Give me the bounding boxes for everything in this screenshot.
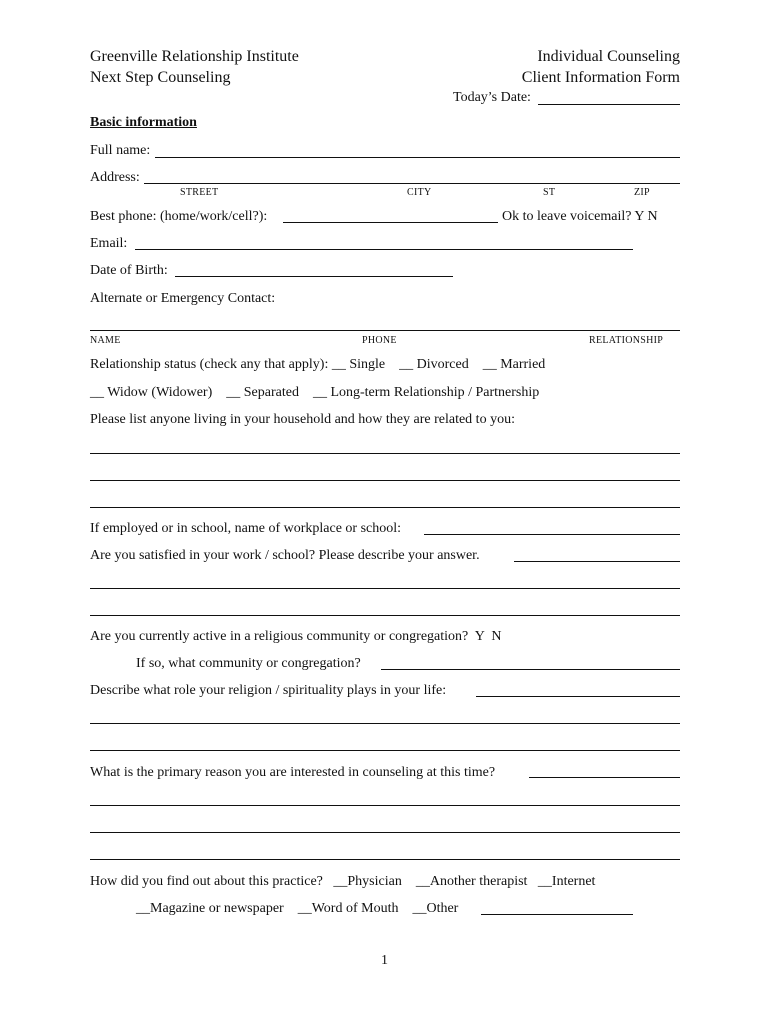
primary-reason-field[interactable] — [529, 777, 680, 778]
relationship-status-options-2[interactable]: __ Widow (Widower) __ Separated __ Long-term Relationship / Partnership — [90, 385, 540, 400]
practice-name: Next Step Counseling — [90, 69, 231, 86]
satisfaction-field[interactable] — [514, 561, 680, 562]
religion-role-field[interactable] — [476, 696, 680, 697]
household-label: Please list anyone living in your household and how they are related to you: — [90, 412, 515, 427]
institute-name: Greenville Relationship Institute — [90, 48, 299, 65]
address-zip-caption: ZIP — [634, 187, 650, 198]
primary-reason-line-3[interactable] — [90, 832, 680, 833]
email-field[interactable] — [135, 249, 633, 250]
full-name-field[interactable] — [155, 157, 680, 158]
religion-role-label: Describe what role your religion / spirituality plays in your life: — [90, 683, 447, 698]
primary-reason-line-4[interactable] — [90, 859, 680, 860]
emergency-contact-label: Alternate or Emergency Contact: — [90, 291, 276, 306]
religious-community-label[interactable]: Are you currently active in a religious community or congregation? Y N — [90, 629, 502, 644]
address-street-caption: STREET — [180, 187, 219, 198]
employment-label: If employed or in school, name of workplace or school: — [90, 521, 402, 536]
dob-field[interactable] — [175, 276, 453, 277]
dob-label: Date of Birth: — [90, 263, 168, 278]
todays-date-label: Today’s Date: — [453, 90, 531, 105]
relationship-status-options[interactable]: Relationship status (check any that apply): __ Single __ Divorced __ Married — [90, 357, 546, 372]
full-name-label: Full name: — [90, 143, 151, 158]
referral-source-options[interactable]: How did you find out about this practice? __Physician __Another therapist __Internet — [90, 874, 596, 889]
voicemail-label[interactable]: Ok to leave voicemail? Y N — [502, 209, 658, 224]
referral-source-options-2[interactable]: __Magazine or newspaper __Word of Mouth __Other — [136, 901, 459, 916]
section-title: Basic information — [90, 115, 197, 130]
page-number: 1 — [381, 953, 388, 968]
emergency-contact-field[interactable] — [90, 330, 680, 331]
household-line-3[interactable] — [90, 507, 680, 508]
phone-field[interactable] — [283, 222, 498, 223]
email-label: Email: — [90, 236, 128, 251]
address-st-caption: ST — [543, 187, 556, 198]
phone-label: Best phone: (home/work/cell?): — [90, 209, 268, 224]
address-label: Address: — [90, 170, 140, 185]
form-type: Individual Counseling — [537, 48, 680, 65]
emergency-name-caption: NAME — [90, 335, 121, 346]
satisfaction-label: Are you satisfied in your work / school? Please describe your answer. — [90, 548, 480, 563]
household-line-2[interactable] — [90, 480, 680, 481]
religion-role-line-2[interactable] — [90, 723, 680, 724]
community-field[interactable] — [381, 669, 680, 670]
community-label: If so, what community or congregation? — [136, 656, 361, 671]
referral-other-field[interactable] — [481, 914, 633, 915]
form-title: Client Information Form — [521, 69, 680, 86]
todays-date-field[interactable] — [538, 104, 680, 105]
satisfaction-line-2[interactable] — [90, 588, 680, 589]
primary-reason-label: What is the primary reason you are interested in counseling at this time? — [90, 765, 496, 780]
primary-reason-line-2[interactable] — [90, 805, 680, 806]
satisfaction-line-3[interactable] — [90, 615, 680, 616]
address-field[interactable] — [144, 183, 680, 184]
emergency-phone-caption: PHONE — [362, 335, 397, 346]
employment-field[interactable] — [424, 534, 680, 535]
emergency-relationship-caption: RELATIONSHIP — [589, 335, 664, 346]
address-city-caption: CITY — [407, 187, 432, 198]
household-line-1[interactable] — [90, 453, 680, 454]
religion-role-line-3[interactable] — [90, 750, 680, 751]
